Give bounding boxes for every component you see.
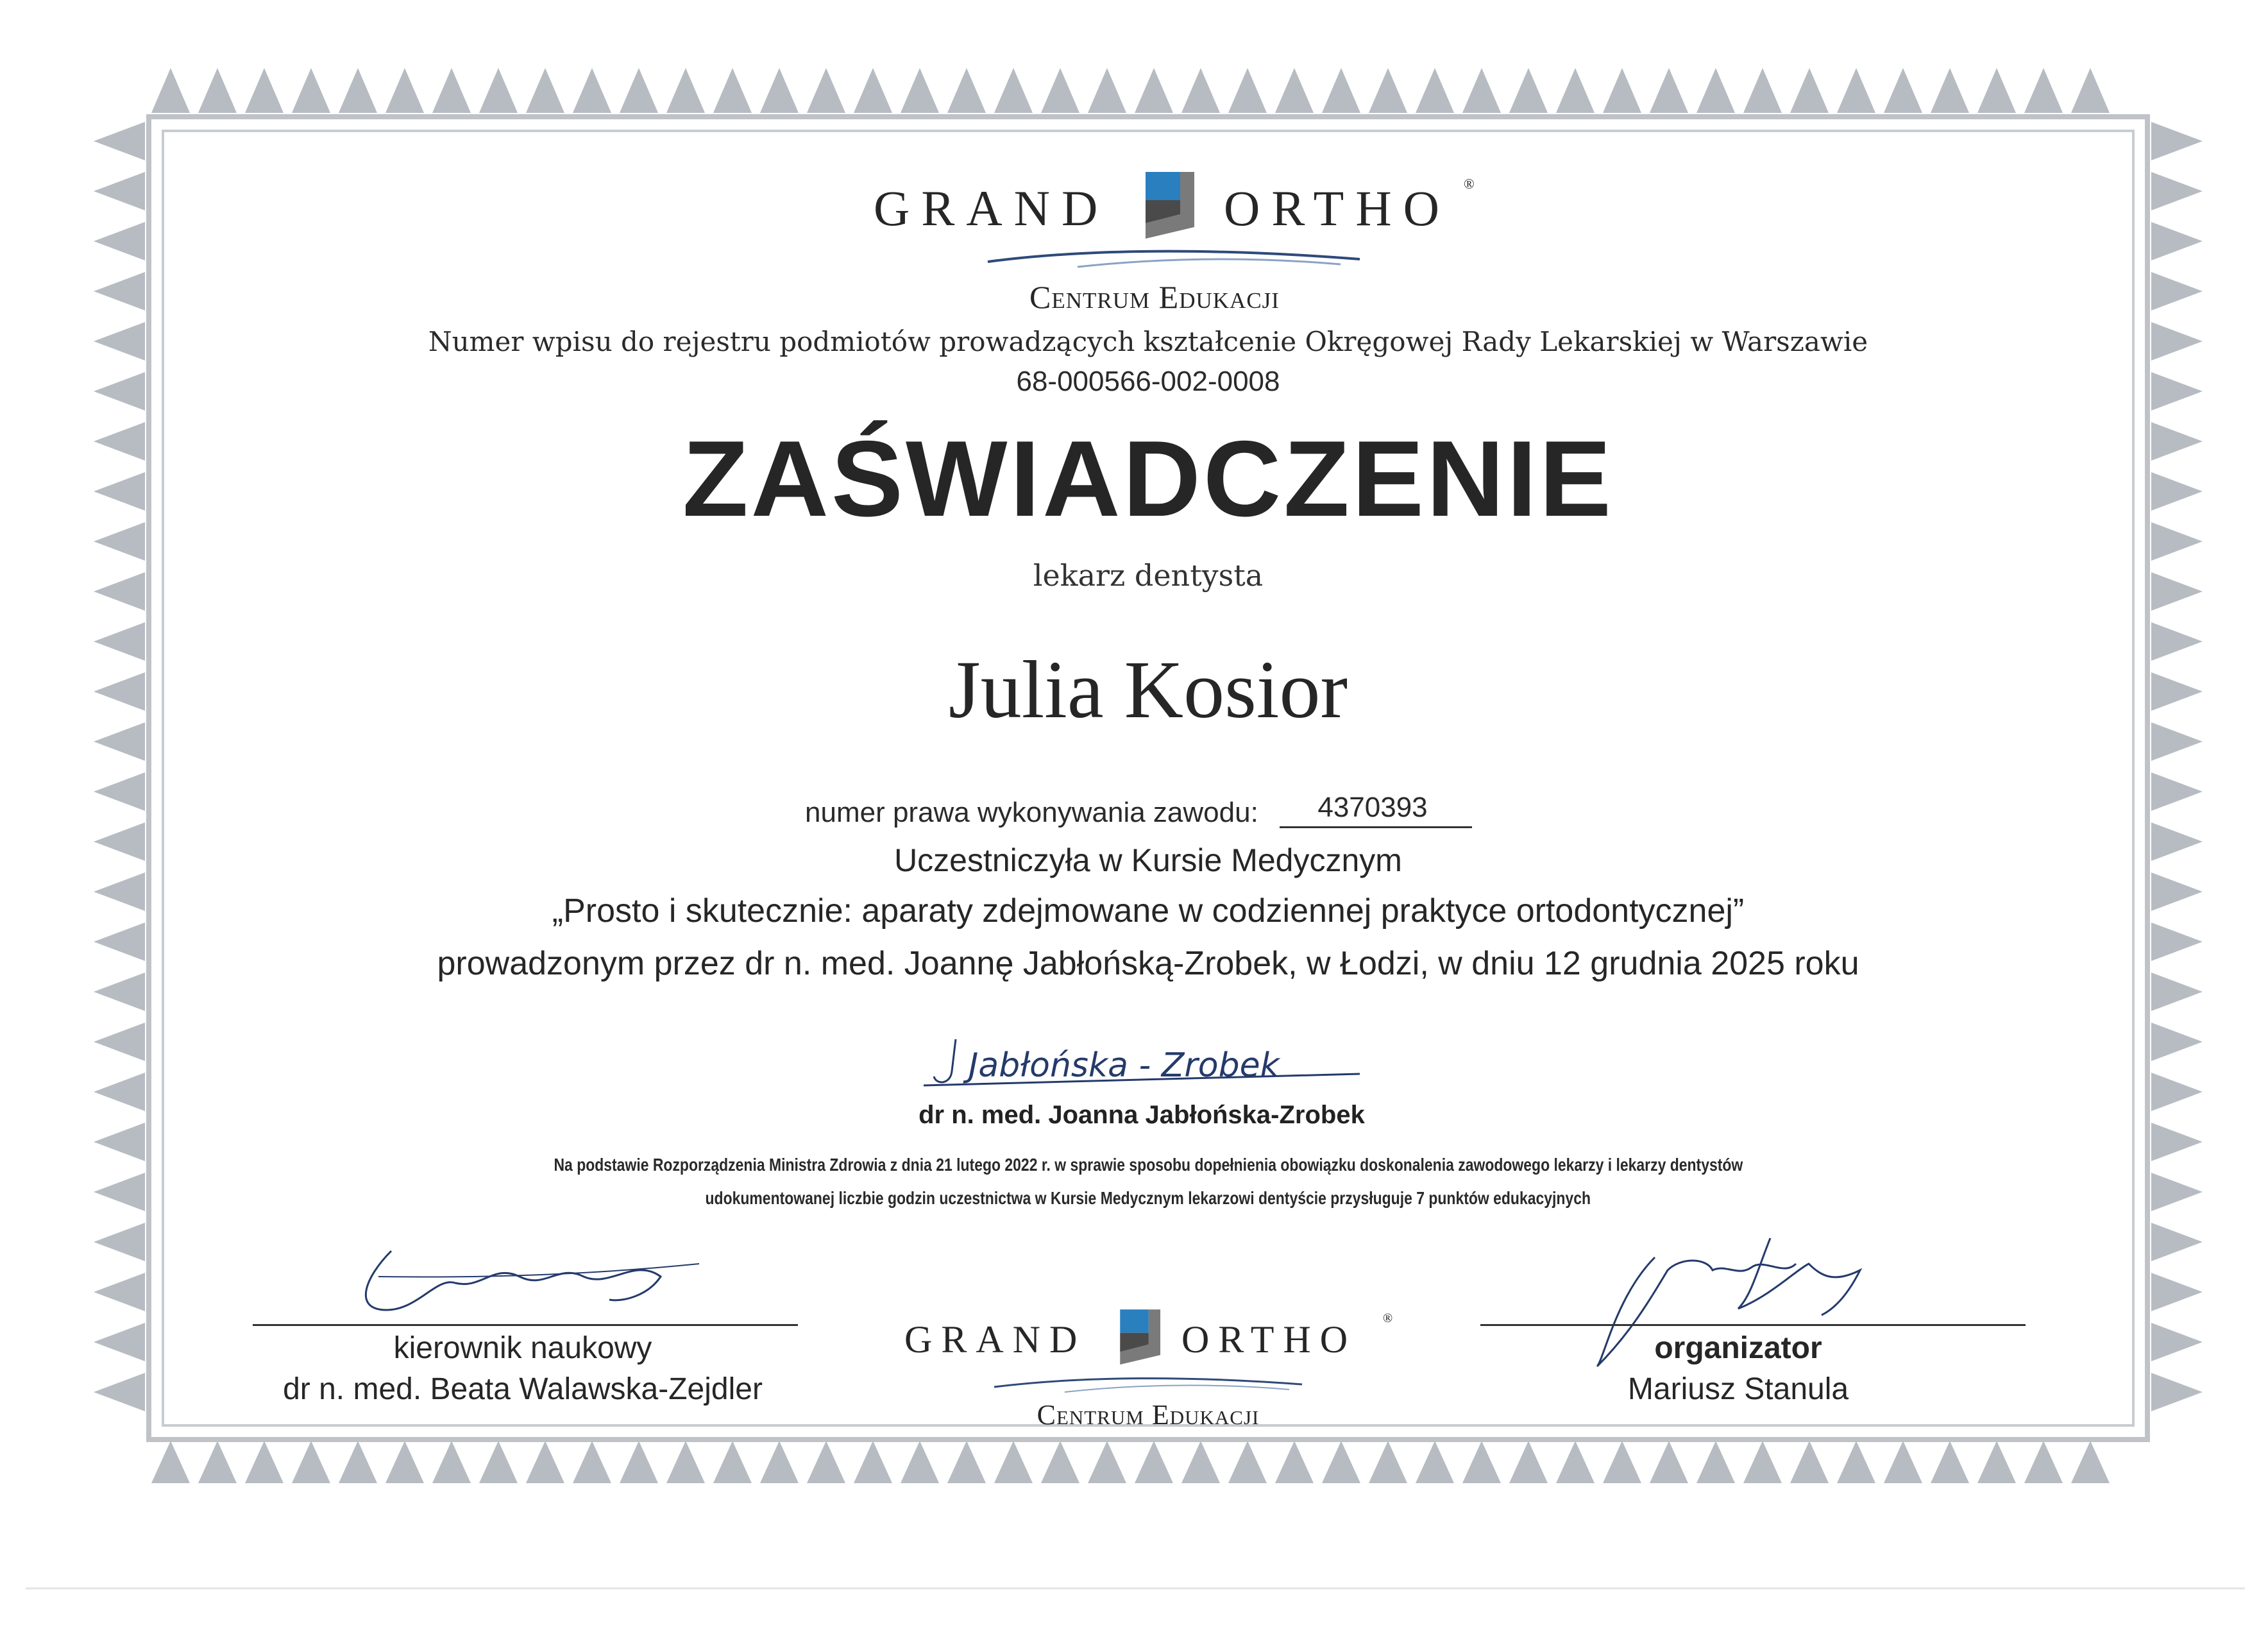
registered-mark: ® [1464,176,1475,192]
organizer-name: Mariusz Stanula [1627,1372,1849,1406]
border-triangle-bottom [1041,1441,1079,1483]
border-triangle-right [2151,1073,2203,1111]
border-triangle-bottom [1275,1441,1314,1483]
border-triangle-top [947,68,986,113]
border-triangle-top [620,68,658,113]
border-triangle-bottom [245,1441,284,1483]
border-triangle-top [1041,68,1079,113]
border-triangle-bottom [385,1441,424,1483]
lecturer-signature-image [911,1026,1373,1097]
border-triangle-left [94,1323,145,1361]
border-triangle-bottom [1322,1441,1360,1483]
logo-tagline: Centrum Edukacji [1029,279,1280,315]
border-triangle-bottom [666,1441,705,1483]
border-triangle-bottom [1977,1441,2016,1483]
registry-line: Numer wpisu do rejestru podmiotów prowadzących kształcenie Okręgowej Rady Lekarskiej w Warszawie [428,326,1868,357]
organizer-block [1475,1232,2033,1418]
border-triangle-top [198,68,237,113]
border-triangle-right [2151,1273,2203,1311]
border-triangle-bottom [1509,1441,1548,1483]
border-triangle-top [2024,68,2063,113]
border-triangle-bottom [947,1441,986,1483]
border-triangle-right [2151,1373,2203,1411]
border-triangle-right [2151,1023,2203,1061]
border-triangle-top [1697,68,1735,113]
border-triangle-top [1977,68,2016,113]
border-triangle-bottom [1837,1441,1875,1483]
border-triangle-top [1650,68,1688,113]
profession-label: lekarz dentysta [1033,558,1264,593]
logo-word-grand: GRAND [874,180,1110,236]
legal-note-line-2: udokumentowanej liczbie godzin uczestnictwa w Kursie Medycznym lekarzowi dentyście przysługuje 7 punktów edukacyjnych [705,1188,1591,1208]
license-value: 4370393 [1317,792,1428,823]
border-triangle-top [1790,68,1829,113]
border-triangle-bottom [2024,1441,2063,1483]
border-triangle-top [1462,68,1501,113]
border-triangle-bottom [151,1441,190,1483]
border-triangle-top [1743,68,1782,113]
border-triangle-left [94,272,145,310]
registered-mark: ® [1383,1311,1393,1325]
license-underline [1280,826,1472,828]
certificate-title: ZAŚWIADCZENIE [682,418,1614,539]
border-triangle-bottom [432,1441,471,1483]
border-triangle-bottom [526,1441,564,1483]
border-triangle-top [713,68,752,113]
border-triangle-right [2151,1223,2203,1261]
border-triangle-bottom [854,1441,892,1483]
border-triangle-right [2151,122,2203,160]
scientific-director-block [250,1238,808,1418]
border-triangle-top [1556,68,1595,113]
border-triangle-bottom [901,1441,939,1483]
border-triangle-top [1322,68,1360,113]
legal-note-line-1: Na podstawie Rozporządzenia Ministra Zdrowia z dnia 21 lutego 2022 r. w sprawie sposobu dopełnienia obowiązku doskonalenia zawodowego lekarzy i lekarzy dentystów [554,1155,1743,1175]
border-triangle-bottom [292,1441,330,1483]
border-triangle-bottom [1556,1441,1595,1483]
border-triangle-top [807,68,845,113]
border-triangle-bottom [1369,1441,1407,1483]
border-triangle-right [2151,1323,2203,1361]
border-triangle-top [292,68,330,113]
border-triangle-top [1603,68,1641,113]
border-triangle-left [94,1073,145,1111]
director-signature-image [289,1238,738,1322]
border-triangle-right [2151,172,2203,210]
border-triangle-top [1135,68,1173,113]
lecturer-name: dr n. med. Joanna Jabłońska-Zrobek [918,1101,1365,1129]
course-name: „Prosto i skutecznie: aparaty zdejmowane w codziennej praktyce ortodontycznej” [552,892,1745,930]
border-triangle-bottom [620,1441,658,1483]
border-triangle-bottom [198,1441,237,1483]
border-triangle-top [151,68,190,113]
border-triangle-left [94,1023,145,1061]
logo-word-ortho: ORTHO [1224,180,1451,236]
course-participation: Uczestniczyła w Kursie Medycznym [894,842,1402,878]
registry-number: 68-000566-002-0008 [1016,366,1280,397]
border-triangle-top [432,68,471,113]
organizer-signature-line [1480,1324,2026,1326]
director-role: kierownik naukowy [393,1331,652,1365]
border-triangle-left [94,772,145,811]
border-triangle-left [94,222,145,260]
border-triangle-right [2151,222,2203,260]
border-triangle-top [573,68,611,113]
border-triangle-left [94,1223,145,1261]
director-signature-line [253,1324,798,1326]
border-triangle-top [1416,68,1454,113]
border-triangle-bottom [1181,1441,1220,1483]
logo-swoosh-icon [988,1373,1308,1396]
border-triangle-left [94,1273,145,1311]
logo-top [834,168,1475,322]
border-triangle-top [901,68,939,113]
logo-swoosh-icon [981,245,1366,271]
border-triangle-bottom [713,1441,752,1483]
border-triangle-bottom [1931,1441,1969,1483]
recipient-name: Julia Kosior [948,644,1348,735]
border-triangle-top [1275,68,1314,113]
border-triangle-bottom [760,1441,799,1483]
border-triangle-top [1228,68,1267,113]
border-triangle-top [479,68,518,113]
border-triangle-left [94,172,145,210]
border-triangle-top [1181,68,1220,113]
course-led-by: prowadzonym przez dr n. med. Joannę Jabłońską-Zrobek, w Łodzi, w dniu 12 grudnia 2025 roku [437,945,1859,982]
border-triangle-bottom [1462,1441,1501,1483]
logo-tagline: Centrum Edukacji [1037,1399,1260,1431]
border-triangle-top [1884,68,1922,113]
border-triangle-bottom [1228,1441,1267,1483]
border-triangle-top [666,68,705,113]
border-triangle-bottom [1743,1441,1782,1483]
logo-bottom [885,1302,1411,1437]
border-triangle-bottom [1088,1441,1126,1483]
logo-word-grand: GRAND [904,1318,1087,1361]
border-triangle-bottom [1790,1441,1829,1483]
border-triangle-bottom [994,1441,1033,1483]
border-triangle-bottom [1697,1441,1735,1483]
border-triangle-top [1369,68,1407,113]
border-triangle-top [1931,68,1969,113]
border-triangle-top [994,68,1033,113]
border-triangle-top [1837,68,1875,113]
border-triangle-top [339,68,377,113]
license-row [805,794,1511,833]
border-triangle-top [526,68,564,113]
border-triangle-bottom [1416,1441,1454,1483]
border-triangle-top [1088,68,1126,113]
border-triangle-bottom [573,1441,611,1483]
border-triangle-bottom [1650,1441,1688,1483]
lecturer-signature-block [911,1026,1373,1142]
border-triangle-right [2151,272,2203,310]
border-triangle-top [854,68,892,113]
border-triangle-bottom [807,1441,845,1483]
border-triangle-top [760,68,799,113]
border-triangle-right [2151,772,2203,811]
logo-mark-icon [1139,168,1198,244]
border-triangle-bottom [2071,1441,2110,1483]
logo-word-ortho: ORTHO [1181,1318,1357,1361]
border-triangle-top [1509,68,1548,113]
border-triangle-top [385,68,424,113]
logo-mark-icon [1115,1306,1164,1369]
border-triangle-left [94,122,145,160]
border-triangle-bottom [1135,1441,1173,1483]
svg-text:Jabłońska - Zrobek: Jabłońska - Zrobek [969,1046,1280,1085]
license-label: numer prawa wykonywania zawodu: [805,797,1258,828]
border-triangle-left [94,1373,145,1411]
border-triangle-bottom [339,1441,377,1483]
border-triangle-top [245,68,284,113]
border-triangle-bottom [1603,1441,1641,1483]
border-triangle-bottom [1884,1441,1922,1483]
border-triangle-bottom [479,1441,518,1483]
border-triangle-top [2071,68,2110,113]
director-name: dr n. med. Beata Walawska-Zejdler [283,1372,763,1406]
organizer-role: organizator [1654,1331,1822,1365]
